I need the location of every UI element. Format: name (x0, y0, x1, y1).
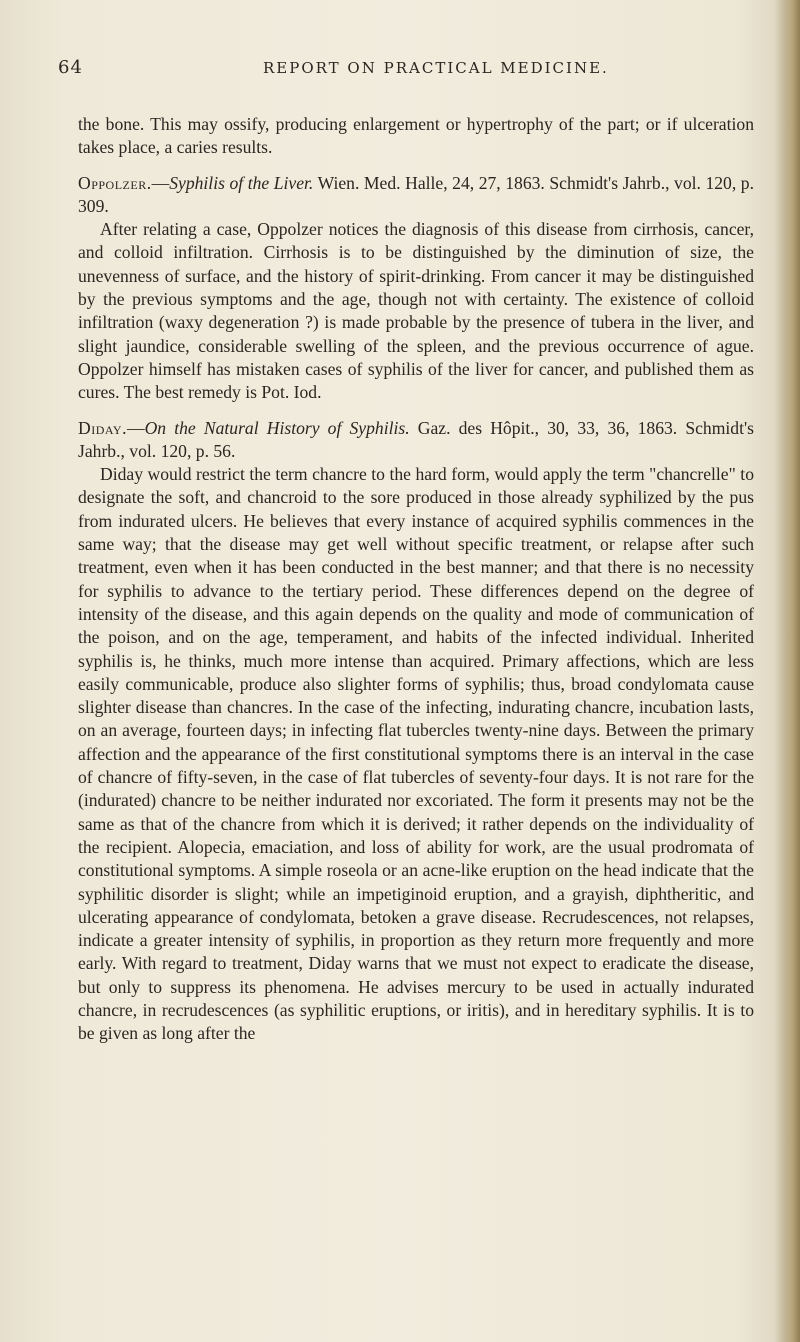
entry-citation: Wien. Med. Halle, 24, 27, 1863. Schmidt's Jahrb., vol. 120, p. 309. (78, 172, 754, 216)
entry-title: On the Natural History of Syphilis. (144, 417, 410, 438)
entry-title: Syphilis of the Liver. (169, 172, 314, 193)
page-edge-shadow (774, 0, 800, 1342)
running-title: REPORT ON PRACTICAL MEDICINE. (263, 59, 609, 77)
entry-author: Diday. (78, 417, 127, 438)
entry-author: Oppolzer. (78, 172, 152, 193)
entry-body: After relating a case, Oppolzer notices the diagnosis of this disease from cirrhosis, cancer, and colloid infiltration. Cirrhosis is to be distinguished by the diminution of size, the unevenness of surface, and the history of spirit-drinking. From cancer it may be distinguished by the previous symptoms and the age, though not with certainty. The existence of colloid infiltration (waxy degeneration ?) is made probable by the presence of tubera in the liver, and slight jaundice, considerable swelling of the spleen, and the previous occurrence of ague. Oppolzer himself has mistaken cases of syphilis of the liver for cancer, and published them as cures. The best remedy is Pot. Iod. (78, 219, 754, 403)
entry-heading: Diday.—On the Natural History of Syphilis. Gaz. des Hôpit., 30, 33, 36, 1863. Schmidt's Jahrb., vol. 120, p. 56. (78, 417, 754, 461)
intro-paragraph: the bone. This may ossify, producing enlargement or hypertrophy of the part; or if ulceration takes place, a caries results. (78, 114, 754, 158)
entry-heading: Oppolzer.—Syphilis of the Liver. Wien. Med. Halle, 24, 27, 1863. Schmidt's Jahrb., vol. 120, p. 309. (78, 172, 754, 216)
entry-body: Diday would restrict the term chancre to the hard form, would apply the term "chancrelle" to designate the soft, and chancroid to the sore produced in those already syphilized by the pus from indurated ulcers. He believes that every instance of acquired syphilis commences in the same way; that the disease may get well without specific treatment, or relapse after such treatment, even when it has been conducted in the best manner; and that there is no necessity for syphilis to advance to the tertiary period. These differences depend on the degree of intensity of the disease, and this again depends on the quality and mode of communication of the poison, and on the age, temperament, and habits of the infected individual. Inherited syphilis is, he thinks, much more intense than acquired. Primary affections, which are less easily communicable, produce also slighter forms of syphilis; thus, broad condylomata cause slighter disease than chancres. In the case of the infecting, indurating chancre, incubation lasts, on an average, fourteen days; in infecting flat tubercles twenty-nine days. Between the primary affection and the appearance of the first constitutional symptoms there is an interval in the case of chancre of fifty-seven, in the case of flat tubercles of seventy-four days. It is not rare for the (indurated) chancre to be neither indurated nor excoriated. The form it presents may not be the same as that of the chancre from which it is derived; it rather depends on the individuality of the recipient. Alopecia, emaciation, and loss of ability for work, are the usual prodromata of constitutional symptoms. A simple roseola or an acne-like eruption on the head indicate that the syphilitic disorder is slight; while an impetiginoid eruption, and a grayish, diphtheritic, and ulcerating appearance of condylomata, betoken a grave disease. Recrudescences, not relapses, indicate a greater intensity of syphilis, in proportion as they return more frequently and more early. With regard to treatment, Diday warns that we must not expect to eradicate the disease, but only to suppress its phenomena. He advises mercury to be used in actually indurated chancre, in recrudescences (as syphilitic eruptions, or iritis), and in hereditary syphilis. It is to be given as long after the (78, 464, 754, 1044)
page-number: 64 (58, 57, 83, 78)
page-body (78, 113, 754, 1046)
entry-citation: Gaz. des Hôpit., 30, 33, 36, 1863. Schmidt's Jahrb., vol. 120, p. 56. (78, 417, 754, 461)
page-header (58, 57, 748, 83)
